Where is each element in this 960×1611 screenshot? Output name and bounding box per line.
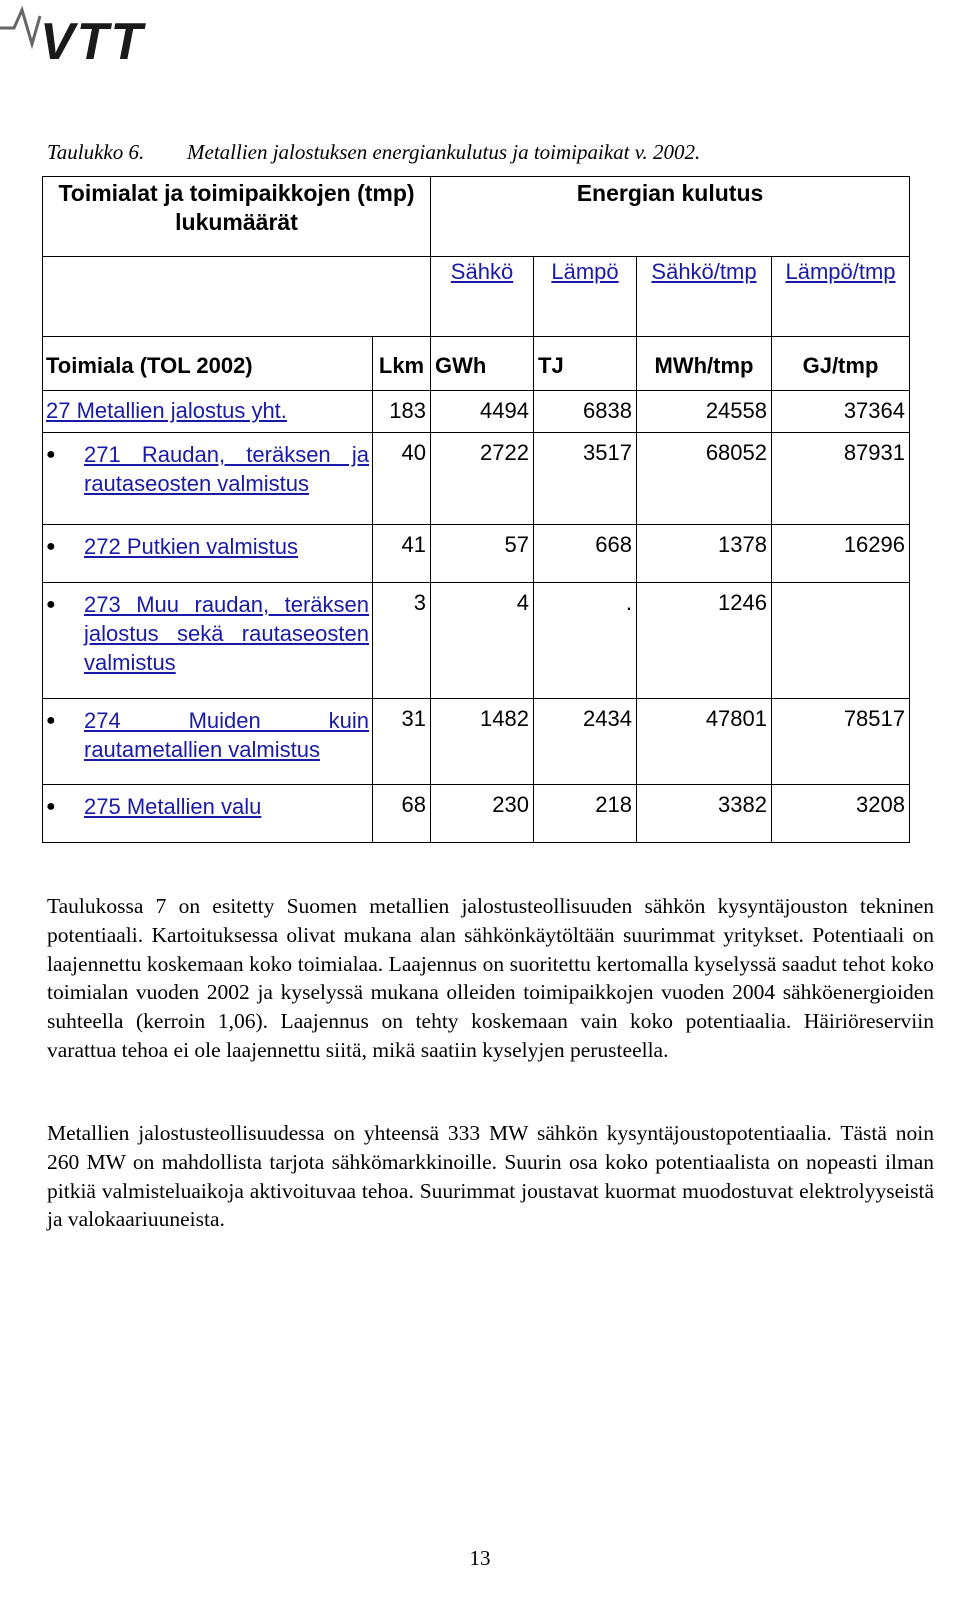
header-energy: Energian kulutus (431, 177, 910, 257)
subheader-lampo-tmp: Lämpö/tmp (772, 257, 910, 337)
cell-gj-tmp: 16296 (772, 525, 910, 583)
table-row (43, 583, 910, 699)
cell-gwh: 230 (431, 785, 534, 843)
unit-tj: TJ (534, 337, 637, 391)
total-gj-tmp: 37364 (772, 391, 910, 433)
row-link[interactable]: 271 Raudan, teräksen ja rautaseosten valmistus (84, 442, 369, 496)
cell-tj: 3517 (534, 433, 637, 525)
total-link[interactable]: 27 Metallien jalostus yht. (46, 398, 287, 423)
cell-lkm: 3 (373, 583, 431, 699)
cell-gj-tmp: 78517 (772, 699, 910, 785)
cell-mwh-tmp: 1246 (637, 583, 772, 699)
body-paragraph-2: Metallien jalostusteollisuudessa on yhteensä 333 MW sähkön kysyntäjoustopotentiaalia. Tästä noin 260 MW on mahdollista tarjota sähkömarkkinoille. Suurin osa koko potentiaalista on nopeasti ilman pitkiä valmisteluaikoja aktivoituvaa tehoa. Suurimmat joustavat kuormat muodostuvat elektrolyyseistä ja valokaariuuneista. (47, 1121, 934, 1232)
bullet-icon: ● (46, 538, 56, 555)
cell-mwh-tmp: 47801 (637, 699, 772, 785)
unit-gwh: GWh (431, 337, 534, 391)
cell-gwh: 2722 (431, 433, 534, 525)
table-caption (47, 140, 700, 165)
bullet-icon: ● (46, 596, 56, 613)
table-row (43, 433, 910, 525)
cell-mwh-tmp: 68052 (637, 433, 772, 525)
table-header-row (43, 177, 910, 257)
unit-row (43, 337, 910, 391)
row-label (43, 525, 373, 583)
cell-gwh: 57 (431, 525, 534, 583)
cell-gj-tmp: 3208 (772, 785, 910, 843)
cell-mwh-tmp: 3382 (637, 785, 772, 843)
subheader-sahko: Sähkö (431, 257, 534, 337)
energy-table (42, 176, 910, 843)
row-link[interactable]: 273 Muu raudan, teräksen jalostus sekä rautaseosten valmistus (84, 592, 369, 675)
total-label (43, 391, 373, 433)
caption-number: Taulukko 6. (47, 140, 145, 164)
cell-lkm: 41 (373, 525, 431, 583)
total-tj: 6838 (534, 391, 637, 433)
header-sectors: Toimialat ja toimipaikkojen (tmp) lukumäärät (43, 177, 431, 257)
vtt-logo (0, 0, 190, 80)
caption-title: Metallien jalostuksen energiankulutus ja toimipaikat v. 2002. (187, 140, 701, 164)
unit-label: Toimiala (TOL 2002) (43, 337, 373, 391)
cell-tj: 2434 (534, 699, 637, 785)
cell-gj-tmp (772, 583, 910, 699)
unit-lkm: Lkm (373, 337, 431, 391)
table-row (43, 699, 910, 785)
subheader-spacer (43, 257, 431, 337)
subheader-sahko-tmp: Sähkö/tmp (637, 257, 772, 337)
cell-lkm: 40 (373, 433, 431, 525)
row-link[interactable]: 272 Putkien valmistus (84, 534, 298, 559)
logo-text: VTT (40, 13, 145, 71)
table-row (43, 785, 910, 843)
cell-tj: 218 (534, 785, 637, 843)
table-row (43, 525, 910, 583)
cell-tj: . (534, 583, 637, 699)
row-label (43, 433, 373, 525)
row-label (43, 699, 373, 785)
row-label (43, 785, 373, 843)
row-link[interactable]: 274 Muiden kuin rautametallien valmistus (84, 708, 369, 762)
body-paragraph-1: Taulukossa 7 on esitetty Suomen metallien jalostusteollisuuden sähkön kysyntäjouston tekninen potentiaali. Kartoituksessa olivat mukana alan sähkönkäytöltään suurimmat yritykset. Potentiaali on laajennettu koskemaan koko toimialaa. Laajennus on suoritettu kertomalla kyselyssä saadut tehot koko toimialan vuoden 2002 ja kyselyssä mukana olleiden toimipaikkojen vuoden 2004 sähköenergioiden suhteella (kerroin 1,06). Laajennus on tehty koskemaan vain koko potentiaalia. Häiriöreserviin varattua tehoa ei ole laajennettu siitä, mikä saatiin kyselyjen perusteella. (47, 894, 934, 1062)
cell-lkm: 68 (373, 785, 431, 843)
page-number: 13 (469, 1546, 491, 1570)
row-link[interactable]: 275 Metallien valu (84, 794, 262, 819)
bullet-icon: ● (46, 798, 56, 815)
table-subheader-row (43, 257, 910, 337)
cell-gj-tmp: 87931 (772, 433, 910, 525)
cell-gwh: 1482 (431, 699, 534, 785)
cell-mwh-tmp: 1378 (637, 525, 772, 583)
cell-lkm: 31 (373, 699, 431, 785)
unit-gj-tmp: GJ/tmp (772, 337, 910, 391)
unit-mwh-tmp: MWh/tmp (637, 337, 772, 391)
total-mwh-tmp: 24558 (637, 391, 772, 433)
bullet-icon: ● (46, 712, 56, 729)
cell-gwh: 4 (431, 583, 534, 699)
total-row (43, 391, 910, 433)
row-label (43, 583, 373, 699)
cell-tj: 668 (534, 525, 637, 583)
total-lkm: 183 (373, 391, 431, 433)
subheader-lampo: Lämpö (534, 257, 637, 337)
bullet-icon: ● (46, 446, 56, 463)
total-gwh: 4494 (431, 391, 534, 433)
